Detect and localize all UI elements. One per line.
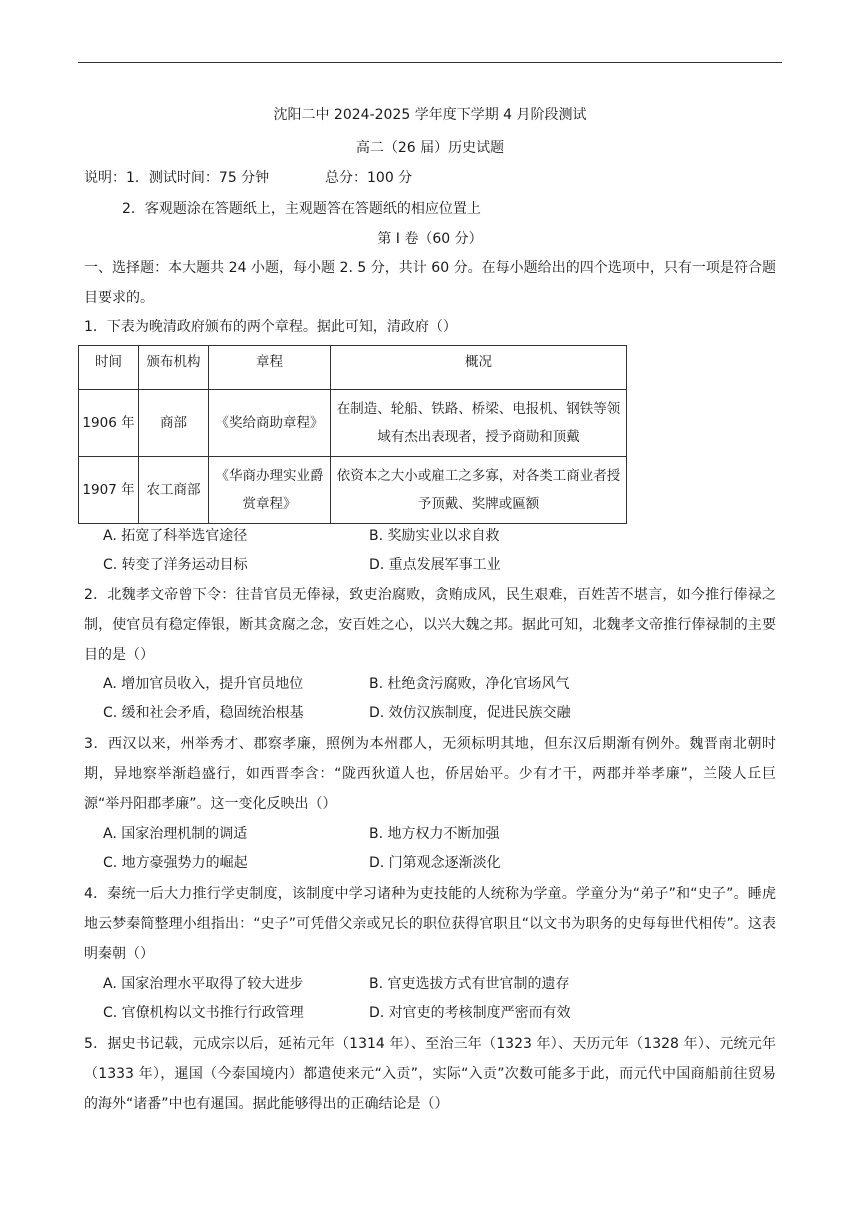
question-1-stem: 1．下表为晚清政府颁布的两个章程。据此可知，清政府（） bbox=[84, 319, 457, 335]
question-2-option-b[interactable]: B. 杜绝贪污腐败，净化官场风气 bbox=[369, 676, 570, 692]
exam-subtitle: 高二（26 届）历史试题 bbox=[355, 140, 505, 156]
question-1-option-d[interactable]: D. 重点发展军事工业 bbox=[369, 557, 501, 573]
question-4-option-b[interactable]: B. 官吏选拔方式有世官制的遗存 bbox=[369, 976, 570, 992]
question-5-stem: 5．据史书记载，元成宗以后，延祐元年（1314 年）、至治三年（1323 年）、天历元年（1328 年）、元统元年（1333 年），暹国（今泰国境内）都遣使来元“入贡”，实际“入贡”次数可能多于此，而元代中国商船前往贸易的海外“诸番”中也有暹国。据此能够得出的正确结论是（） bbox=[84, 1036, 776, 1112]
exam-title: 沈阳二中 2024-2025 学年度下学期 4 月阶段测试 bbox=[273, 107, 587, 123]
question-2-option-a[interactable]: A. 增加官员收入，提升官员地位 bbox=[103, 676, 304, 692]
question-3-option-b[interactable]: B. 地方权力不断加强 bbox=[369, 826, 500, 842]
question-2-stem: 2．北魏孝文帝曾下令：往昔官员无俸禄，致吏治腐败，贪贿成风，民生艰难，百姓苦不堪言，如今推行俸禄之制，使官员有稳定俸银，断其贪腐之念，安百姓之心，以兴大魏之邦。据此可知，北魏孝文帝推行俸禄制的主要目的是（） bbox=[84, 587, 776, 663]
table-cell: 《华商办理实业爵赏章程》 bbox=[209, 457, 331, 524]
table-cell: 在制造、轮船、铁路、桥梁、电报机、钢铁等领域有杰出表现者，授予商勋和顶戴 bbox=[331, 390, 627, 457]
question-1-table bbox=[78, 345, 627, 524]
table-header-row bbox=[79, 346, 627, 390]
question-4-option-a[interactable]: A. 国家治理水平取得了较大进步 bbox=[103, 976, 304, 992]
table-row bbox=[79, 457, 627, 524]
question-3-stem: 3．西汉以来，州举秀才、郡察孝廉，照例为本州郡人，无须标明其地，但东汉后期渐有例外。魏晋南北朝时期，异地察举渐趋盛行，如西晋李含：“陇西狄道人也，侨居始平。少有才干，两郡并举孝廉”，兰陵人丘巨源“举丹阳郡孝廉”。这一变化反映出（） bbox=[84, 736, 776, 812]
table-cell: 1907 年 bbox=[79, 457, 139, 524]
table-cell: 商部 bbox=[139, 390, 209, 457]
table-cell: 《奖给商助章程》 bbox=[209, 390, 331, 457]
table-cell: 依资本之大小或雇工之多寡，对各类工商业者授予顶戴、奖牌或匾额 bbox=[331, 457, 627, 524]
question-3-option-c[interactable]: C. 地方豪强势力的崛起 bbox=[103, 855, 248, 871]
table-cell: 1906 年 bbox=[79, 390, 139, 457]
section-title: 第 I 卷（60 分） bbox=[377, 231, 483, 247]
question-2-option-c[interactable]: C. 缓和社会矛盾，稳固统治根基 bbox=[103, 705, 304, 721]
question-3-option-d[interactable]: D. 门第观念逐渐淡化 bbox=[369, 855, 501, 871]
question-2-option-d[interactable]: D. 效仿汉族制度，促进民族交融 bbox=[369, 705, 571, 721]
section-intro: 一、选择题：本大题共 24 小题，每小题 2. 5 分，共计 60 分。在每小题给出的四个选项中，只有一项是符合题目要求的。 bbox=[84, 260, 776, 306]
table-cell: 农工商部 bbox=[139, 457, 209, 524]
question-1-option-a[interactable]: A. 拓宽了科举选官途径 bbox=[103, 528, 248, 544]
header-rule bbox=[78, 62, 782, 63]
table-header-cell: 颁布机构 bbox=[139, 346, 209, 390]
table-header-cell: 章程 bbox=[209, 346, 331, 390]
question-1-option-c[interactable]: C. 转变了洋务运动目标 bbox=[103, 557, 248, 573]
instruction-total-score: 总分：100 分 bbox=[325, 170, 413, 186]
table-row bbox=[79, 390, 627, 457]
question-4-option-d[interactable]: D. 对官吏的考核制度严密而有效 bbox=[369, 1005, 571, 1021]
instruction-line-1: 说明：1．测试时间：75 分钟 bbox=[84, 170, 270, 186]
question-1-option-b[interactable]: B. 奖励实业以求自救 bbox=[369, 528, 500, 544]
question-4-option-c[interactable]: C. 官僚机构以文书推行行政管理 bbox=[103, 1005, 304, 1021]
instruction-line-2: 2．客观题涂在答题纸上，主观题答在答题纸的相应位置上 bbox=[122, 201, 481, 217]
question-4-stem: 4．秦统一后大力推行学吏制度，该制度中学习诸种为吏技能的人统称为学童。学童分为“弟子”和“史子”。睡虎地云梦秦简整理小组指出：“史子”可凭借父亲或兄长的职位获得官职且“以文书为职务的史每每世代相传”。这表明秦朝（） bbox=[84, 886, 776, 962]
table-header-cell: 概况 bbox=[331, 346, 627, 390]
question-3-option-a[interactable]: A. 国家治理机制的调适 bbox=[103, 826, 248, 842]
table-header-cell: 时间 bbox=[79, 346, 139, 390]
